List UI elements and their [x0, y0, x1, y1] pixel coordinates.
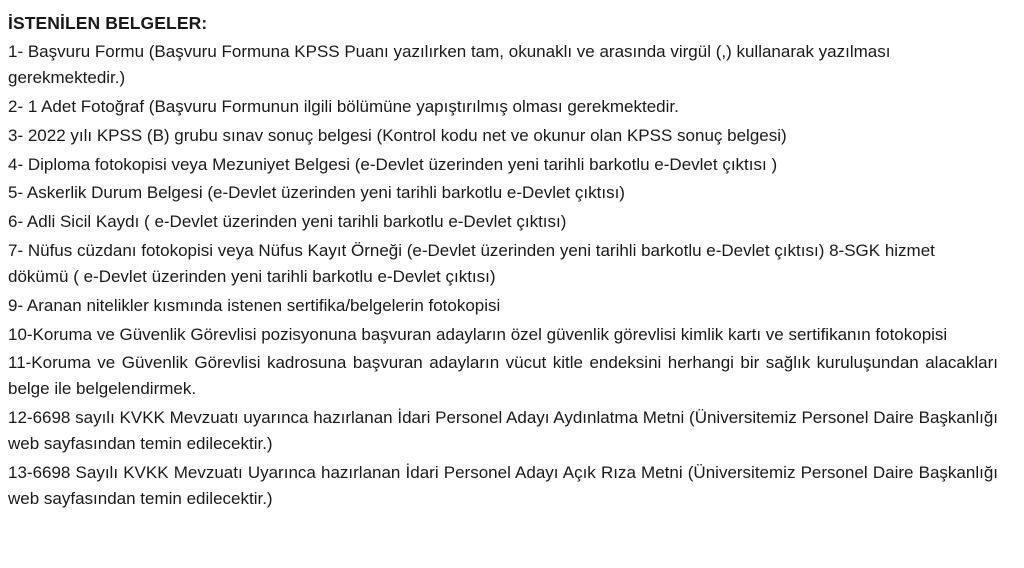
page-title: İSTENİLEN BELGELER:	[8, 13, 208, 33]
list-item: 10-Koruma ve Güvenlik Görevlisi pozisyonuna başvuran adayların özel güvenlik görevlisi kimlik kartı ve sertifikanın fotokopisi	[8, 324, 948, 344]
list-item: 3- 2022 yılı KPSS (B) grubu sınav sonuç belgesi (Kontrol kodu net ve okunur olan KPSS sonuç belgesi)	[8, 125, 787, 145]
list-item: 6- Adli Sicil Kaydı ( e-Devlet üzerinden yeni tarihli barkotlu e-Devlet çıktısı)	[8, 212, 567, 232]
list-item: 5- Askerlik Durum Belgesi (e-Devlet üzerinden yeni tarihli barkotlu e-Devlet çıktısı)	[8, 183, 625, 203]
list-item: 2- 1 Adet Fotoğraf (Başvuru Formunun ilgili bölümüne yapıştırılmış olması gerekmektedir.	[8, 96, 679, 116]
list-item: 1- Başvuru Formu (Başvuru Formuna KPSS Puanı yazılırken tam, okunaklı ve arasında virgül (,) kullanarak yazılması gerekmektedir.)	[8, 42, 891, 88]
list-item: 13-6698 Sayılı KVKK Mevzuatı Uyarınca hazırlanan İdari Personel Adayı Açık Rıza Metni (Üniversitemiz Personel Daire Başkanlığı web sayfasından temin edilecektir.)	[8, 462, 998, 508]
list-item: 9- Aranan nitelikler kısmında istenen sertifika/belgelerin fotokopisi	[8, 295, 501, 315]
list-item: 7- Nüfus cüzdanı fotokopisi veya Nüfus Kayıt Örneği (e-Devlet üzerinden yeni tarihli barkotlu e-Devlet çıktısı) 8-SGK hizmet dökümü ( e-Devlet üzerinden yeni tarihli barkotlu e-Devlet çıktısı)	[8, 241, 935, 286]
list-item: 11-Koruma ve Güvenlik Görevlisi kadrosuna başvuran adayların vücut kitle endeksini herhangi bir sağlık kuruluşundan alacakları belge ile belgelendirmek.	[8, 353, 998, 399]
list-item: 4- Diploma fotokopisi veya Mezuniyet Belgesi (e-Devlet üzerinden yeni tarihli barkotlu e-Devlet çıktısı )	[8, 154, 778, 174]
list-item: 12-6698 sayılı KVKK Mevzuatı uyarınca hazırlanan İdari Personel Adayı Aydınlatma Metni (Üniversitemiz Personel Daire Başkanlığı web sayfasından temin edilecektir.)	[8, 408, 998, 453]
